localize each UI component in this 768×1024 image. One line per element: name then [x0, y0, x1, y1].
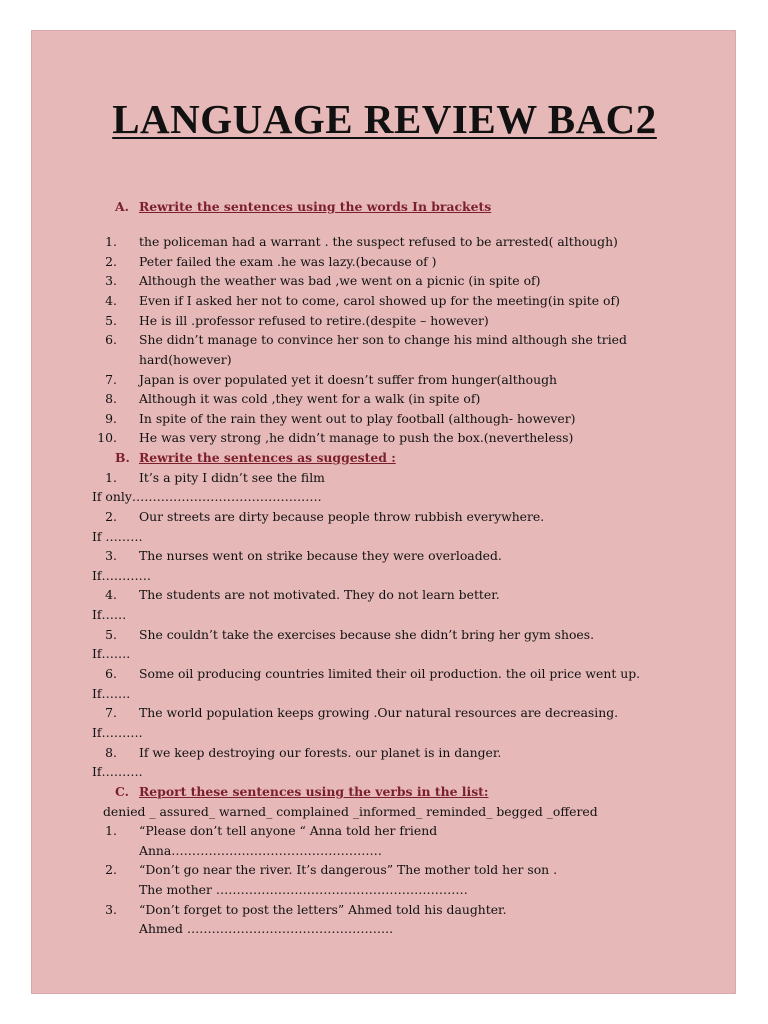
- section-b-marker: B.: [115, 450, 130, 465]
- answer-blank: If……: [92, 607, 127, 622]
- worksheet-page: LANGUAGE REVIEW BAC2 A. Rewrite the sentences using the words In brackets 1. the policeman had a warrant . the suspect refused to be arrested( although) 2. Peter failed the exam .he was lazy.(because of ) 3. Although the weather was bad ,we went on a picnic (in spite of) 4. Even if I asked her not to come, carol showed up for the meeting(in spite of) 5. He is ill .professor refused to retire.(despite – however) 6. She didn’t manage to convince her son to change his mind although she tried hard(however) 7. Japan is over populated yet it doesn’t suffer from hunger(although 8. Although it was cold ,they went for a walk (in spite of) 9. In spite of the rain they went out to play football (although- however) 10. He was very strong ,he didn’t manage to push the box.(nevertheless) B. Rewrite the sentences as suggested : 1. It’s a pity I didn’t see the film If only………………………………………. 2. Our streets are dirty because people throw rubbish everywhere. If ……… 3. The nurses went on strike because they were overloaded. If………… 4. The students are not motivated. They do not learn better. If…… 5. She couldn’t take the exercises because she didn’t bring her gym shoes. If……. 6. Some oil producing countries limited their oil production. the oil price went up. If……. 7. The world population keeps growing .Our natural resources are decreasing. If………. 8. If we keep destroying our forests. our planet is in danger. If………. C. Report these sentences using the verbs in the list: denied _ assured_ warned_ complained _informed_ reminded_ begged _offered 1. “Please don’t tell anyone “ Anna told her friend Anna…………………………………………… 2. “Don’t go near the river. It’s dangerous” The mother told her son . The mother ……………………………………………………. 3. “Don’t forget to post the letters” Ahmed told his daughter. Ahmed …………………………………………..: [31, 30, 736, 994]
- section-c-title: Report these sentences using the verbs in the list:: [139, 784, 489, 799]
- answer-blank: The mother …………………………………………………….: [139, 882, 468, 897]
- answer-blank: Ahmed …………………………………………..: [139, 921, 394, 936]
- answer-blank: If…….: [92, 686, 131, 701]
- section-a-marker: A.: [115, 199, 129, 214]
- section-b-title: Rewrite the sentences as suggested :: [139, 450, 396, 465]
- page-title: LANGUAGE REVIEW BAC2: [112, 96, 657, 142]
- answer-blank: If…………: [92, 568, 152, 583]
- list-item-continuation: hard(however): [139, 352, 232, 367]
- answer-blank: If……….: [92, 764, 143, 779]
- answer-blank: If only……………………………………….: [92, 489, 322, 504]
- answer-blank: If ………: [92, 529, 143, 544]
- answer-blank: If……….: [92, 725, 143, 740]
- section-a-title: Rewrite the sentences using the words In brackets: [139, 199, 492, 214]
- section-c-marker: C.: [115, 784, 129, 799]
- verb-list: denied _ assured_ warned_ complained _informed_ reminded_ begged _offered: [103, 804, 598, 819]
- answer-blank: If…….: [92, 646, 131, 661]
- answer-blank: Anna……………………………………………: [139, 843, 382, 858]
